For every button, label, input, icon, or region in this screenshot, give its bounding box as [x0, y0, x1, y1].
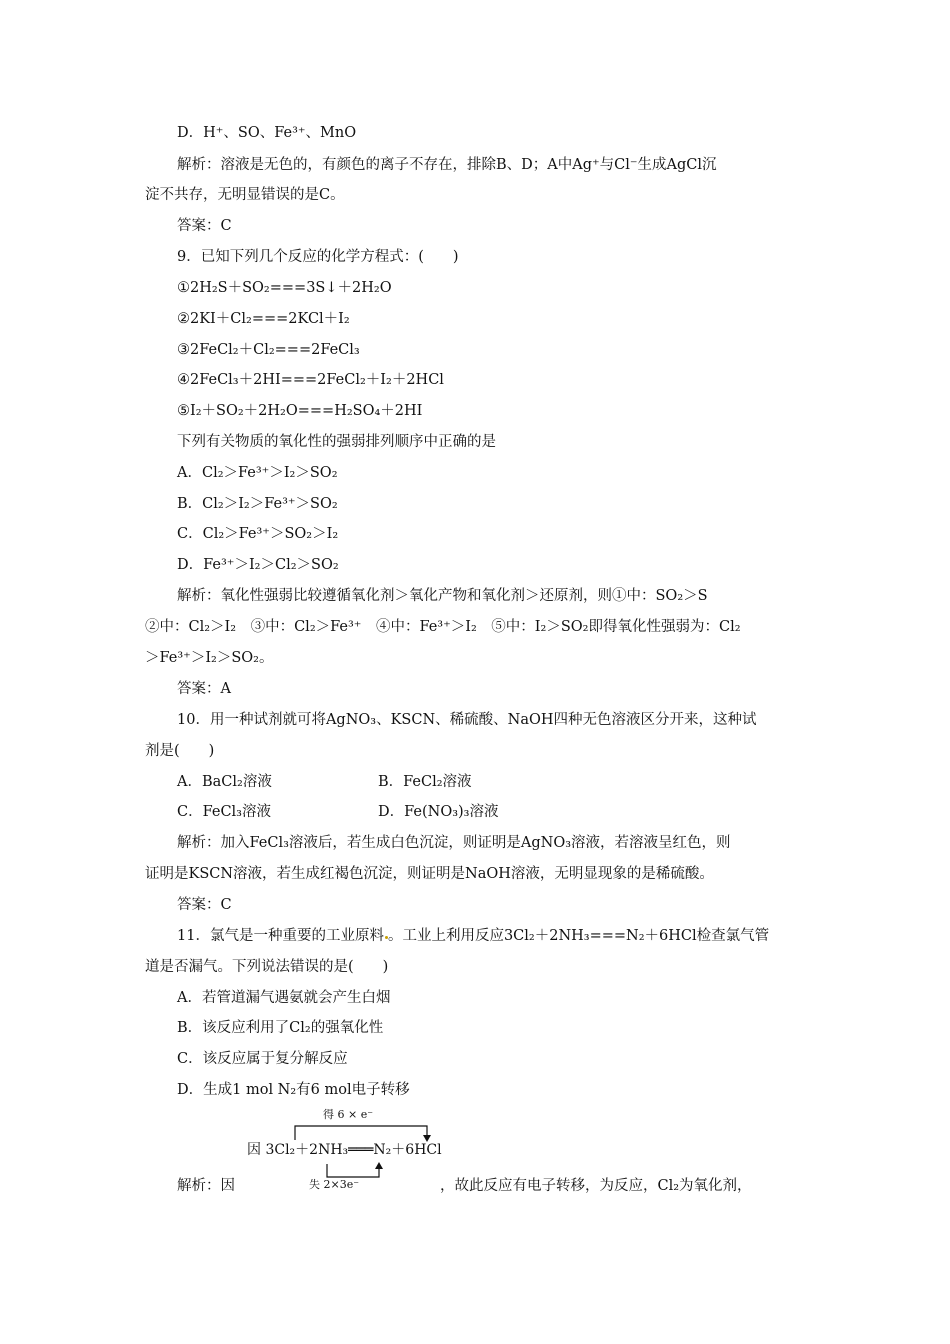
- q9-question: 下列有关物质的氧化性的强弱排列顺序中正确的是: [177, 434, 496, 450]
- q11-stem-line1: [177, 926, 769, 946]
- q9-option-d: D．Fe³⁺＞I₂＞Cl₂＞SO₂: [177, 557, 339, 573]
- q9-answer: 答案：A: [177, 681, 231, 697]
- q9-equation-4: ④2FeCl₃＋2HI===2FeCl₂＋I₂＋2HCl: [177, 372, 444, 388]
- q9-option-c: C．Cl₂＞Fe³⁺＞SO₂＞I₂: [177, 526, 339, 542]
- q10-answer: 答案：C: [177, 897, 232, 913]
- q10-option-b: B．FeCl₂溶液: [378, 774, 472, 790]
- q8-analysis-line1: 解析：溶液是无色的，有颜色的离子不存在，排除B、D；A中Ag⁺与Cl⁻生成AgCl沉: [177, 157, 717, 173]
- q11-stem-part1: 11．氯气是一种重要的工业原料: [177, 928, 384, 944]
- q11-option-b: B．该反应利用了Cl₂的强氧化性: [177, 1020, 384, 1036]
- q11-option-a: A．若管道漏气遇氨就会产生白烟: [177, 990, 391, 1006]
- q11-analysis-start: 解析：因: [177, 1178, 235, 1194]
- redox-equation: 因 3Cl₂＋2NH₃═══N₂＋6HCl: [247, 1142, 442, 1158]
- q9-stem: 9．已知下列几个反应的化学方程式：( ): [177, 249, 459, 265]
- electron-loss-label: 失 2×3e⁻: [309, 1178, 360, 1191]
- q11-option-c: C．该反应属于复分解反应: [177, 1051, 348, 1067]
- q8-analysis-line2: 淀不共存，无明显错误的是C。: [145, 187, 345, 203]
- q11-stem-line2: 道是否漏气。下列说法错误的是( ): [145, 959, 389, 975]
- q10-option-a: A．BaCl₂溶液: [177, 774, 272, 790]
- q9-equation-3: ③2FeCl₂＋Cl₂===2FeCl₃: [177, 342, 360, 358]
- electron-gain-label: 得 6 × e⁻: [323, 1108, 374, 1121]
- q9-analysis-line1: 解析：氧化性强弱比较遵循氧化剂＞氧化产物和氧化剂＞还原剂，则①中：SO₂＞S: [177, 588, 708, 604]
- q8-option-d: D．H⁺、SO、Fe³⁺、MnO: [177, 125, 357, 141]
- q9-equation-1: ①2H₂S＋SO₂===3S↓＋2H₂O: [177, 280, 392, 296]
- q10-analysis-line2: 证明是KSCN溶液，若生成红褐色沉淀，则证明是NaOH溶液，无明显现象的是稀硫酸。: [145, 866, 714, 882]
- q10-analysis-line1: 解析：加入FeCl₃溶液后，若生成白色沉淀，则证明是AgNO₃溶液，若溶液呈红色，则: [177, 835, 731, 851]
- q10-option-c: C．FeCl₃溶液: [177, 804, 271, 820]
- electron-transfer-diagram: [243, 1104, 448, 1196]
- q10-option-d: D．Fe(NO₃)₃溶液: [378, 804, 499, 820]
- q11-analysis-end: ，故此反应有电子转移，为反应，Cl₂为氧化剂，: [440, 1178, 752, 1194]
- q8-answer: 答案：C: [177, 218, 232, 234]
- q11-stem-part2: 。工业上利用反应3Cl₂＋2NH₃===N₂＋6HCl检查氯气管: [387, 928, 770, 944]
- q11-option-d: D．生成1 mol N₂有6 mol电子转移: [177, 1082, 410, 1098]
- q9-equation-2: ②2KI＋Cl₂===2KCl＋I₂: [177, 311, 350, 327]
- q9-option-b: B．Cl₂＞I₂＞Fe³⁺＞SO₂: [177, 496, 338, 512]
- q10-stem-line2: 剂是( ): [145, 743, 215, 759]
- q9-option-a: A．Cl₂＞Fe³⁺＞I₂＞SO₂: [177, 465, 338, 481]
- q9-analysis-line3: ＞Fe³⁺＞I₂＞SO₂。: [145, 650, 274, 666]
- q9-equation-5: ⑤I₂＋SO₂＋2H₂O===H₂SO₄＋2HI: [177, 403, 423, 419]
- q10-stem-line1: 10．用一种试剂就可将AgNO₃、KSCN、稀硫酸、NaOH四种无色溶液区分开来，这种试: [177, 712, 757, 728]
- q9-analysis-line2: ②中：Cl₂＞I₂ ③中：Cl₂＞Fe³⁺ ④中：Fe³⁺＞I₂ ⑤中：I₂＞SO₂即得氧化性强弱为：Cl₂: [145, 619, 741, 635]
